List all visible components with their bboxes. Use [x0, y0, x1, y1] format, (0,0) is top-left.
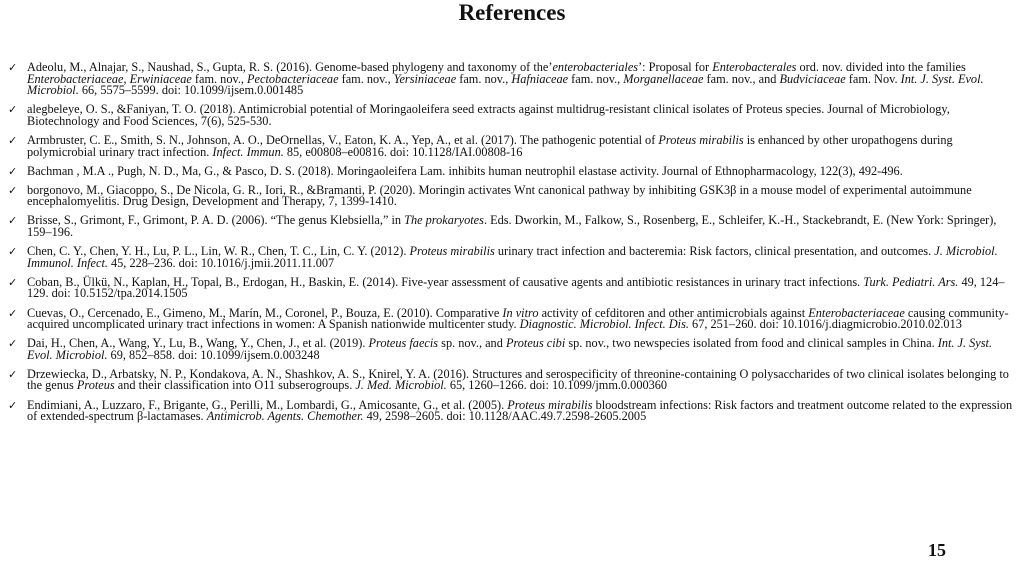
- reference-item: [8, 397, 1020, 424]
- reference-text: causing community-acquired uncomplicated urinary tract infections in women: A Spanish nationwide multicenter study.: [27, 305, 1009, 332]
- reference-text: ’: Proposal for: [638, 60, 713, 74]
- reference-list: [8, 62, 1020, 430]
- reference-italic-text: Proteus mirabilis: [507, 397, 593, 412]
- reference-item: [8, 274, 1020, 301]
- reference-text: is enhanced by other uropathogens during polymicrobial urinary tract infection.: [27, 132, 953, 159]
- reference-italic-text: Proteus cibi: [505, 336, 566, 351]
- reference-italic-text: enterobacteriales: [552, 60, 639, 74]
- reference-text: . Eds. Dworkin, M., Falkow, S., Rosenberg, E., Schleifer, K.-H., Stackebrandt, E. (New York: Springer), 159–196.: [27, 213, 997, 240]
- reference-text: 49, 124–129. doi: 10.5152/tpa.2014.1505: [27, 274, 1005, 301]
- reference-text: Armbruster, C. E., Smith, S. N., Johnson, A. O., DeOrnellas, V., Eaton, K. A., Yep, A., et al. (2017). The pathogenic potential of: [27, 132, 659, 147]
- reference-text: Adeolu, M., Alnajar, S., Naushad, S., Gupta, R. S. (2016). Genome-based phylogeny and taxonomy of the’: [27, 60, 553, 74]
- reference-text: 85, e00808–e00816. doi: 10.1128/IAI.00808-16: [283, 144, 523, 159]
- reference-text: 65, 1260–1266. doi: 10.1099/jmm.0.000360: [446, 378, 668, 393]
- reference-text: ,: [123, 71, 130, 86]
- reference-text: fam. Nov.: [845, 71, 901, 86]
- reference-italic-text: Int. J. Syst. Evol. Microbiol.: [27, 71, 984, 98]
- reference-italic-text: Budviciaceae: [779, 71, 846, 86]
- reference-text: bloodstream infections: Risk factors and treatment outcome related to the expression of extended-spectrum β-lactamases.: [27, 397, 1013, 424]
- reference-text: fam. nov., and: [703, 71, 780, 86]
- page-title: References: [458, 0, 566, 25]
- reference-text: borgonovo, M., Giacoppo, S., De Nicola, G. R., Iori, R., &Bramanti, P. (2020). Moringin activates Wnt canonical pathway by inhibiting GSK3β in a mouse model of experimental autoimmune encephalomyelitis. Drug Design, Development and Therapy, 7, 1399-1410.: [27, 182, 972, 209]
- reference-text: urinary tract infection and bacteremia: Risk factors, clinical presentation, and outcomes.: [494, 244, 935, 259]
- reference-text: Endimiani, A., Luzzaro, F., Brigante, G., Perilli, M., Lombardi, G., Amicosante, G., et al. (2005).: [27, 397, 508, 412]
- reference-text: 66, 5575–5599. doi: 10.1099/ijsem.0.001485: [78, 83, 304, 98]
- reference-italic-text: Morganellaceae: [623, 71, 704, 86]
- reference-text: Bachman , M.A ., Pugh, N. D., Ma, G., & Pasco, D. S. (2018). Moringaoleifera Lam. inhibits human neutrophil elastase activity. Journal of Ethnopharmacology, 122(3), 492-496.: [27, 163, 903, 178]
- reference-text: Drzewiecka, D., Arbatsky, N. P., Kondakova, A. N., Shashkov, A. S., Knirel, Y. A. (2016). Structures and serospecificity of threonine-containing O polysaccharides of two clinical isolates belonging to the genus: [27, 366, 1009, 393]
- reference-text: fam. nov.,: [456, 71, 512, 86]
- reference-text: activity of cefditoren and other antimicrobials against: [538, 305, 809, 320]
- reference-item: [8, 305, 1020, 332]
- reference-item: [8, 182, 1020, 209]
- reference-item: [8, 246, 1020, 269]
- reference-italic-text: The prokaryotes: [404, 213, 484, 228]
- reference-item: [8, 338, 1020, 361]
- reference-text: alegbeleye, O. S., &Faniyan, T. O. (2018). Antimicrobial potential of Moringaoleifera seed extracts against multidrug-resistant clinical isolates of Proteus species. Journal of Microbiology, Biotechnology and Food Sciences, 7(6), 525-530.: [27, 102, 950, 128]
- reference-italic-text: Enterobacterales: [712, 60, 797, 74]
- reference-text: Coban, B., Ülkü, N., Kaplan, H., Topal, B., Erdogan, H., Baskin, E. (2014). Five-year assessment of causative agents and antibiotic resistances in urinary tract infections.: [27, 274, 864, 289]
- reference-text: 49, 2598–2605. doi: 10.1128/AAC.49.7.2598-2605.2005: [363, 409, 647, 424]
- reference-text: Cuevas, O., Cercenado, E., Gimeno, M., Marín, M., Coronel, P., Bouza, E. (2010). Comparative: [27, 305, 503, 320]
- reference-italic-text: Antimicrob. Agents. Chemother.: [206, 409, 364, 424]
- page-number: 15: [928, 540, 946, 560]
- reference-text: Brisse, S., Grimont, F., Grimont, P. A. D. (2006). “The genus Klebsiella,” in: [27, 213, 405, 228]
- reference-italic-text: Int. J. Syst. Evol. Microbiol.: [27, 336, 993, 362]
- reference-italic-text: Hafniaceae: [511, 71, 569, 86]
- reference-item: [8, 215, 1020, 238]
- reference-italic-text: Proteus: [76, 378, 115, 393]
- reference-italic-text: Proteus mirabilis: [658, 132, 744, 147]
- reference-item: [8, 62, 1020, 97]
- reference-text: and their classification into O11 subserogroups.: [114, 378, 356, 393]
- reference-text: Dai, H., Chen, A., Wang, Y., Lu, B., Wang, Y., Chen, J., et al. (2019).: [27, 336, 369, 351]
- reference-italic-text: Turk. Pediatri. Ars.: [863, 274, 959, 289]
- reference-italic-text: J. Med. Microbiol.: [355, 378, 447, 393]
- reference-text: 67, 251–260. doi: 10.1016/j.diagmicrobio.2010.02.013: [688, 317, 962, 332]
- reference-item: [8, 132, 1020, 159]
- reference-item: [8, 163, 1020, 178]
- reference-italic-text: Infect. Immun.: [212, 144, 284, 159]
- reference-italic-text: Diagnostic. Microbiol. Infect. Dis.: [519, 317, 689, 332]
- reference-italic-text: Enterobacteriaceae: [27, 71, 124, 86]
- reference-text: sp. nov., two newspecies isolated from food and clinical samples in China.: [565, 336, 938, 351]
- reference-italic-text: J. Microbiol. Immunol. Infect.: [27, 244, 998, 270]
- reference-italic-text: In vitro: [502, 305, 539, 320]
- reference-text: fam. nov.,: [191, 71, 248, 86]
- reference-text: Chen, C. Y., Chen, Y. H., Lu, P. L., Lin, W. R., Chen, T. C., Lin, C. Y. (2012).: [27, 244, 410, 259]
- reference-italic-text: Proteus faecis: [368, 336, 439, 351]
- reference-italic-text: Yersiniaceae: [393, 71, 457, 86]
- reference-text: sp. nov., and: [438, 336, 506, 351]
- reference-text: fam. nov.,: [338, 71, 394, 86]
- reference-text: 45, 228–236. doi: 10.1016/j.jmii.2011.11.007: [107, 255, 335, 270]
- reference-item: [8, 104, 1020, 127]
- reference-text: 69, 852–858. doi: 10.1099/ijsem.0.003248: [107, 347, 320, 362]
- reference-text: fam. nov.,: [568, 71, 624, 86]
- reference-italic-text: Pectobacteriaceae: [247, 71, 339, 86]
- reference-item: [8, 366, 1020, 393]
- reference-text: ord. nov. divided into the families: [796, 60, 966, 74]
- reference-italic-text: Erwiniaceae: [129, 71, 192, 86]
- reference-italic-text: Enterobacteriaceae: [808, 305, 905, 320]
- reference-italic-text: Proteus mirabilis: [409, 244, 495, 259]
